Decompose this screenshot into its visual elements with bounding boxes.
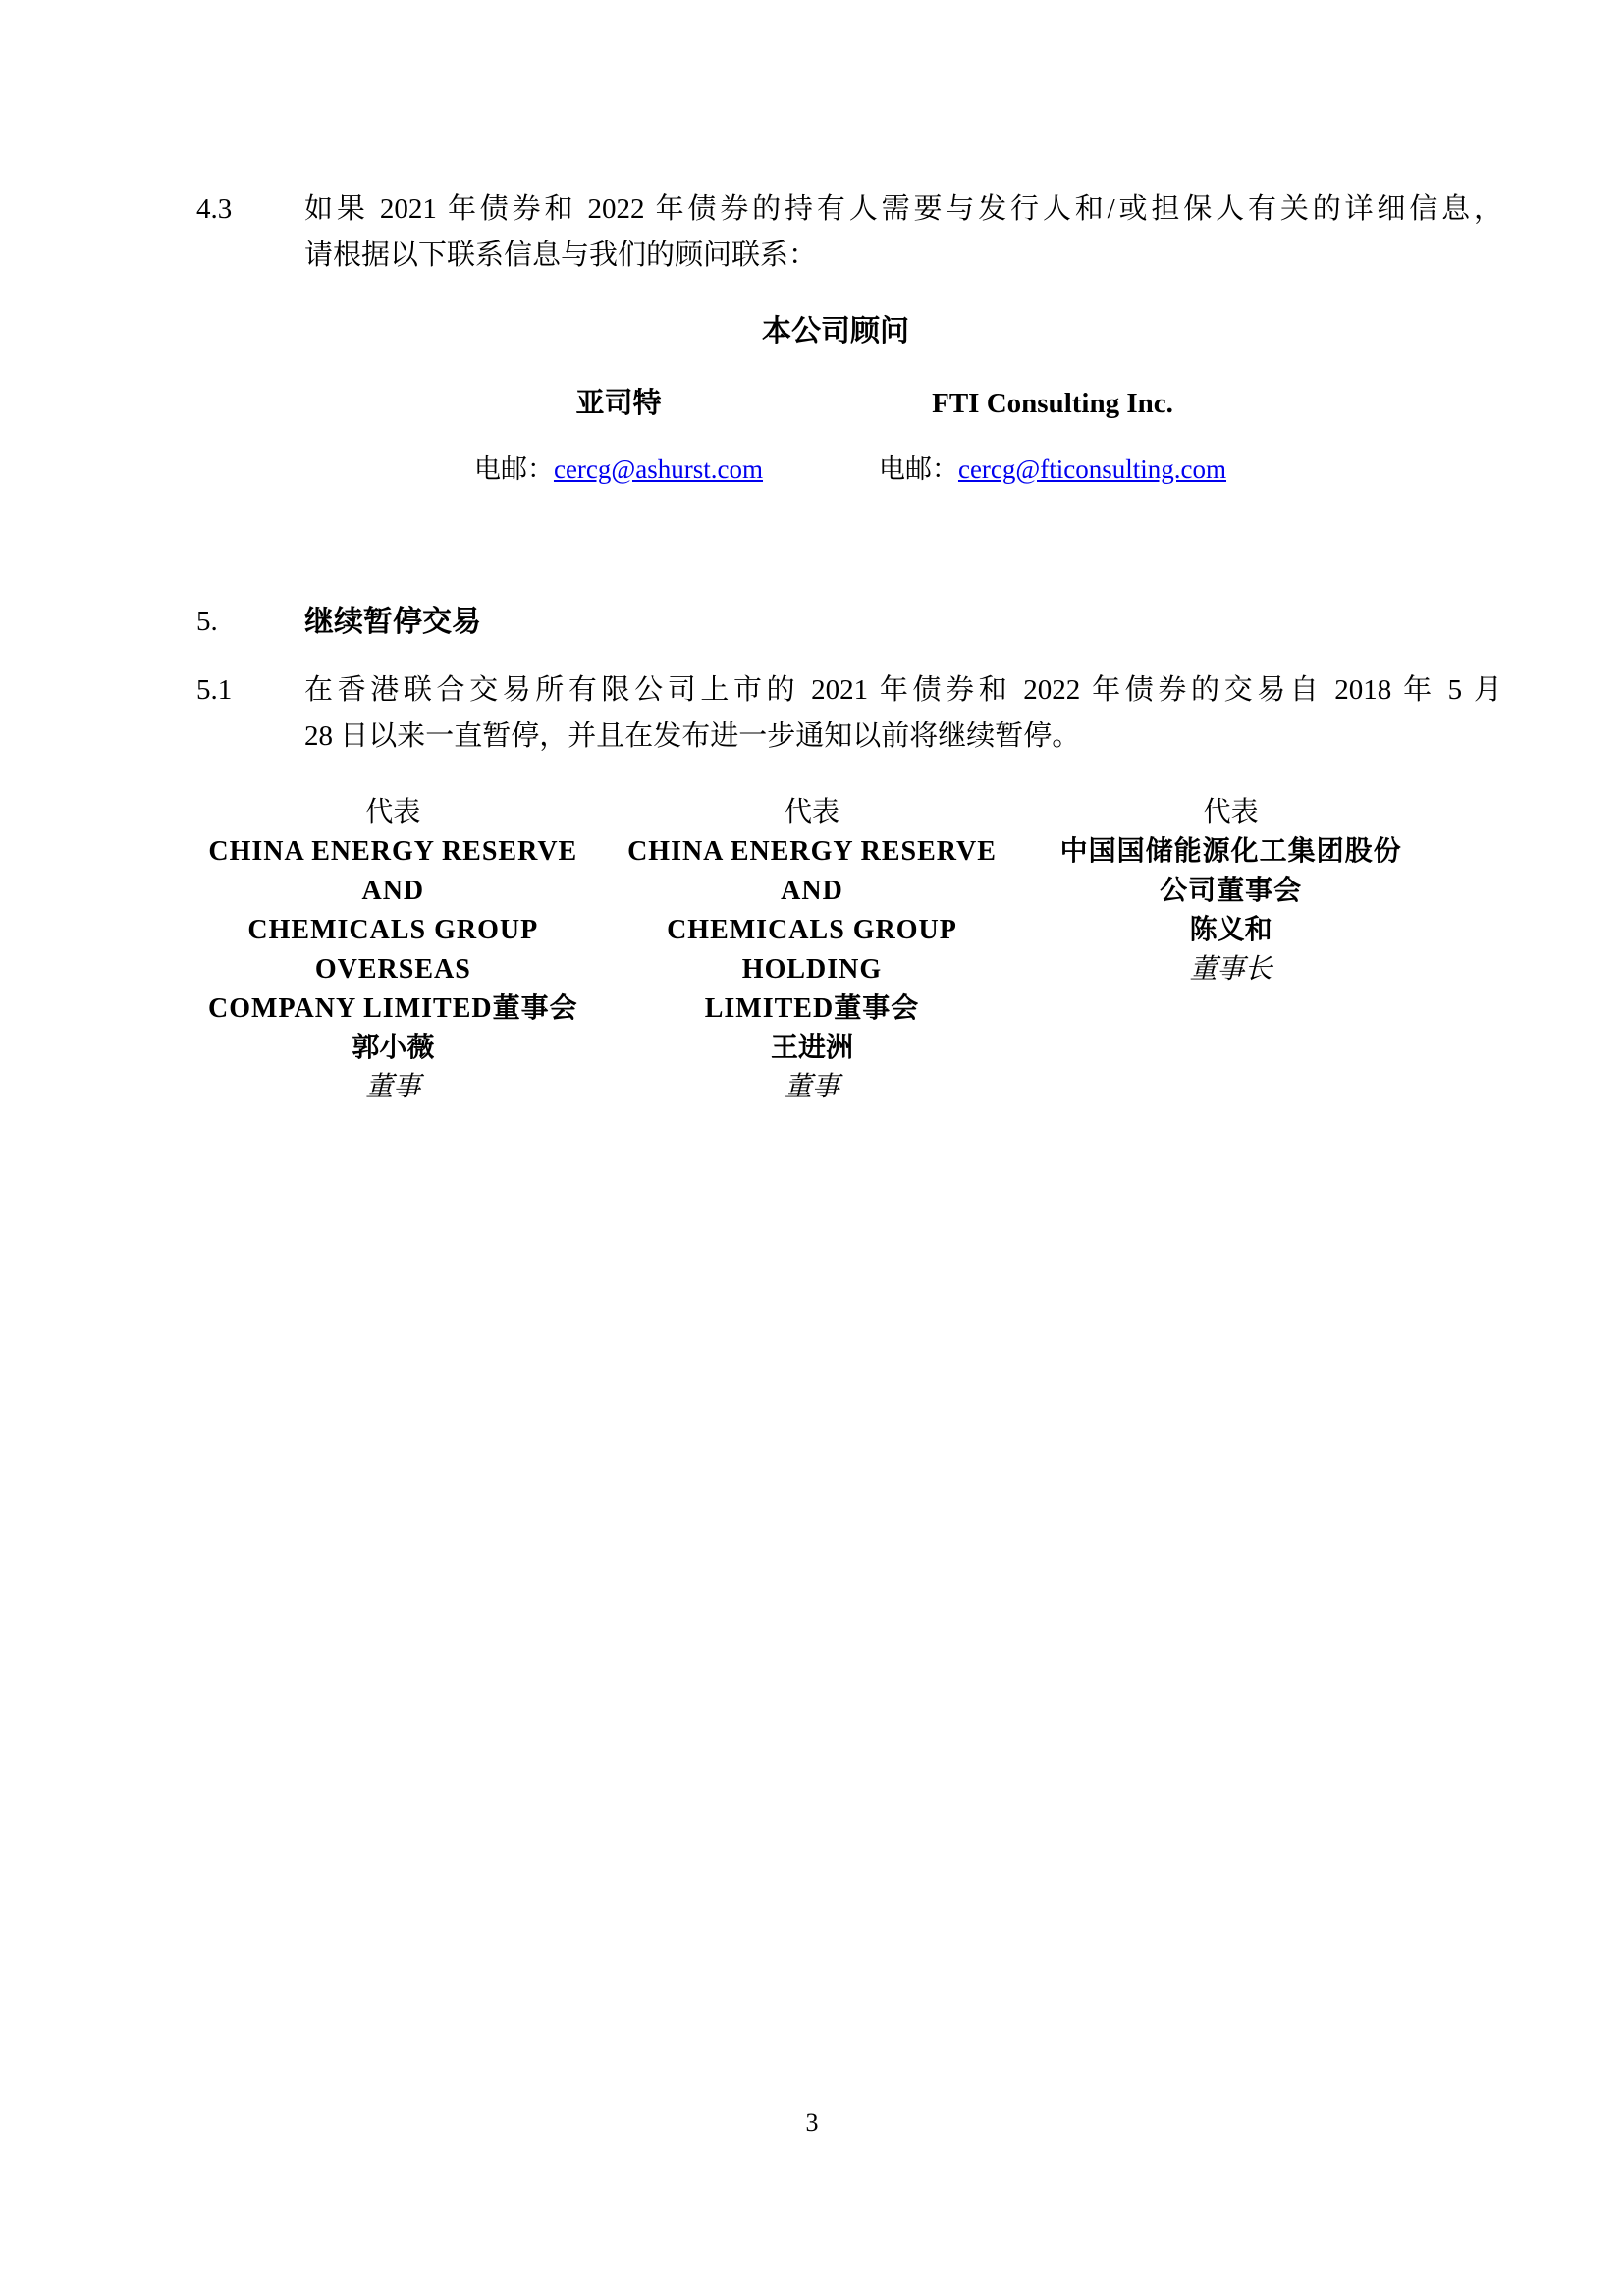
signer-title: 董事 [365, 1072, 421, 1102]
advisor-email-fti [836, 450, 1270, 489]
page-number: 3 [805, 2109, 819, 2137]
section-5-number: 5. [196, 606, 218, 637]
clause-5-1-line-1: 在香港联合交易所有限公司上市的 2021 年债券和 2022 年债券的交易自 2018 年 5 月 [304, 674, 1502, 706]
signer-name: 陈义和 [1189, 915, 1272, 945]
company-name-line: 中国国储能源化工集团股份 [1059, 836, 1402, 867]
email-label: 电邮： [473, 454, 554, 484]
signature-overseas-company [184, 793, 603, 1107]
signer-name: 王进洲 [770, 1033, 853, 1063]
signer-name: 郭小薇 [352, 1033, 435, 1063]
section-5-heading-row [196, 599, 1502, 645]
company-name-line: CHINA ENERGY RESERVE AND [208, 836, 578, 906]
advisors-heading: 本公司顾问 [762, 315, 909, 347]
signature-group-company [1021, 793, 1440, 1107]
signer-title: 董事 [784, 1072, 839, 1102]
company-name-line: 公司董事会 [1160, 876, 1303, 906]
on-behalf-of-label: 代表 [1203, 797, 1259, 828]
signer-title: 董事长 [1189, 954, 1272, 985]
company-name-line: CHINA ENERGY RESERVE AND [627, 836, 997, 906]
email-label: 电邮： [878, 454, 958, 484]
email-link-fti[interactable]: cercg@fticonsulting.com [957, 454, 1227, 484]
signature-block [184, 793, 1440, 1107]
on-behalf-of-label: 代表 [365, 797, 421, 828]
clause-4-3-line-2: 请根据以下联系信息与我们的顾问联系： [304, 240, 818, 271]
email-link-ashurst[interactable]: cercg@ashurst.com [553, 454, 764, 484]
advisor-name-ashurst: 亚司特 [575, 388, 662, 419]
advisors-block [402, 312, 1270, 489]
clause-4-3-number: 4.3 [196, 193, 233, 225]
advisor-email-ashurst [402, 450, 836, 489]
advisor-names-row [402, 383, 1270, 424]
section-5-heading: 继续暂停交易 [304, 606, 481, 638]
clause-4-3-line-1: 如果 2021 年债券和 2022 年债券的持有人需要与发行人和/或担保人有关的详细信息， [304, 193, 1502, 225]
company-name-line: COMPANY LIMITED董事会 [208, 993, 578, 1024]
advisor-name-fti: FTI Consulting Inc. [932, 388, 1173, 419]
clause-4-3-text [304, 187, 1502, 279]
signature-holding-company [603, 793, 1022, 1107]
advisor-emails-row [402, 450, 1270, 489]
clause-4-3 [196, 187, 1502, 279]
on-behalf-of-label: 代表 [784, 797, 839, 828]
clause-5-1-line-2: 28 日以来一直暂停，并且在发布进一步通知以前将继续暂停。 [304, 721, 1081, 752]
company-name-line: CHEMICALS GROUP HOLDING [667, 915, 957, 985]
company-name-line: CHEMICALS GROUP OVERSEAS [247, 915, 539, 985]
clause-5-1 [196, 667, 1502, 760]
clause-5-1-text [304, 667, 1502, 760]
company-name-line: LIMITED董事会 [704, 993, 920, 1024]
clause-5-1-number: 5.1 [196, 674, 233, 706]
